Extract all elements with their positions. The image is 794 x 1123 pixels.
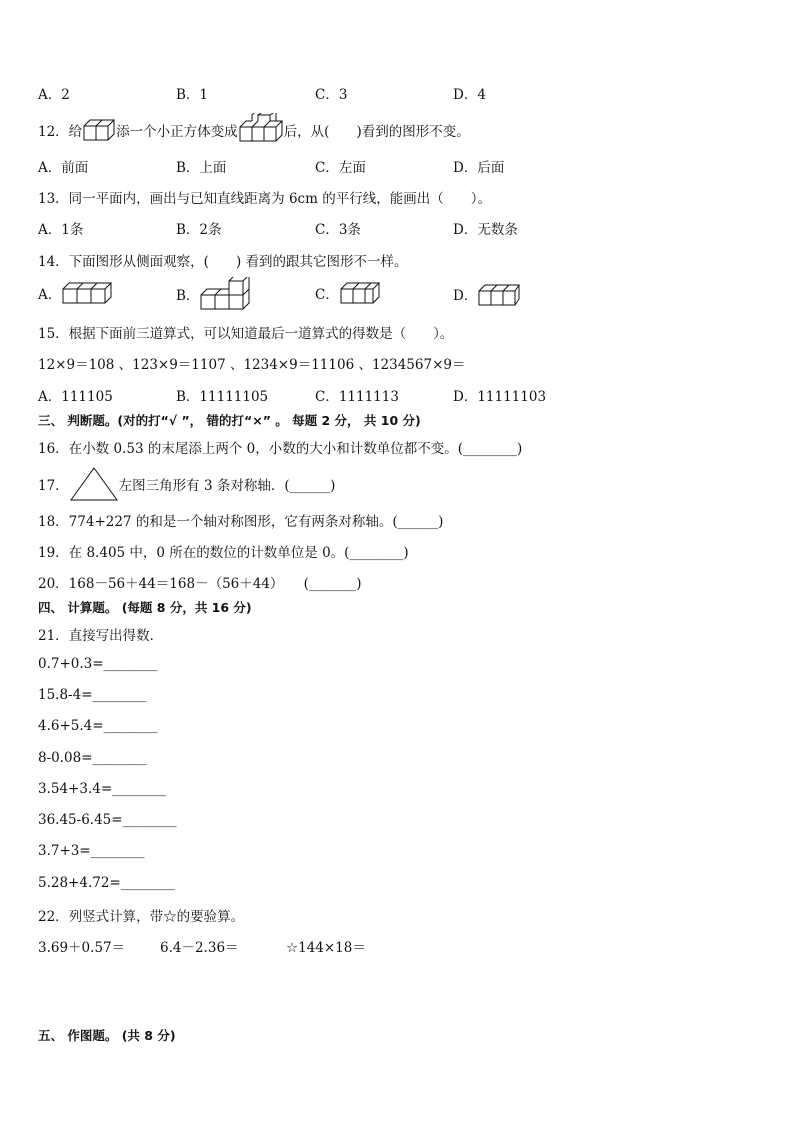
question-22-title: 22．列竖式计算，带☆的要验算。 (38, 909, 245, 925)
q15-option-b: B．11111105 (176, 389, 269, 405)
q12-option-a: A．前面 (38, 160, 89, 176)
section-5-heading: 五、 作图题。 (共 8 分) (38, 1028, 176, 1043)
q22-item-2: 6.4－2.36＝ (160, 940, 239, 956)
q14-option-b (176, 277, 251, 311)
question-16: 16．在小数 0.53 的末尾添上两个 0，小数的大小和计数单位都不变。(________) (38, 441, 523, 457)
q14-option-d (453, 281, 521, 307)
question-15: 15．根据下面前三道算式，可以知道最后一道算式的得数是（ ）。 (38, 326, 454, 342)
q12-option-c: C．左面 (315, 160, 366, 176)
q21-item: 36.45-6.45=________ (38, 812, 177, 828)
q21-item: 3.54+3.4=________ (38, 781, 167, 797)
q17-text: 左图三角形有 3 条对称轴．(______) (118, 478, 336, 494)
three-cube-figure-icon (238, 113, 284, 147)
question-12 (38, 113, 470, 147)
cube-stair-figure-b-icon (199, 277, 251, 311)
q13-option-c: C．3条 (315, 222, 361, 238)
question-17 (38, 466, 335, 502)
q15-option-d: D．11111103 (453, 389, 547, 405)
question-21-title: 21．直接写出得数． (38, 628, 164, 644)
q14-option-d-label: D． (453, 288, 478, 304)
q21-item: 15.8-4=________ (38, 687, 147, 703)
question-20: 20．168－56＋44＝168－（56＋44） (_______) (38, 576, 362, 592)
q13-option-b: B．2条 (176, 222, 222, 238)
q13-option-d: D．无数条 (453, 222, 518, 238)
question-18: 18．774+227 的和是一个轴对称图形，它有两条对称轴。(______) (38, 514, 444, 530)
q12-option-b: B．上面 (176, 160, 227, 176)
q13-option-a: A．1条 (38, 222, 84, 238)
q11-option-c: C．3 (315, 87, 348, 103)
question-14: 14．下面图形从侧面观察，( ) 看到的跟其它图形不一样。 (38, 254, 408, 270)
q21-item: 8-0.08=________ (38, 750, 147, 766)
section-3-heading: 三、 判断题。(对的打“√ ”， 错的打“×” 。 每题 2 分， 共 10 分) (38, 413, 421, 428)
q21-item: 0.7+0.3=________ (38, 656, 158, 672)
q12-option-d: D．后面 (453, 160, 505, 176)
cube-row-figure-d-icon (477, 281, 521, 307)
q14-option-c (315, 281, 383, 305)
q21-item: 4.6+5.4=________ (38, 718, 158, 734)
q14-option-a (38, 281, 113, 305)
question-19: 19．在 8.405 中，0 所在的数位的计数单位是 0。(________) (38, 545, 409, 561)
q21-item: 5.28+4.72=________ (38, 875, 175, 891)
cube-row-figure-a-icon (61, 281, 113, 305)
q22-item-1: 3.69＋0.57＝ (38, 940, 126, 956)
question-13: 13．同一平面内，画出与已知直线距离为 6cm 的平行线，能画出（ ）。 (38, 191, 491, 207)
cube-row-figure-c-icon (339, 281, 383, 305)
q14-option-a-label: A． (38, 287, 62, 303)
q15-formula: 12×9＝108 、123×9＝1107 、1234×9＝11106 、1234567×9＝ (38, 357, 466, 373)
q12-suffix: 后，从( )看到的图形不变。 (283, 124, 470, 140)
q12-mid: 添一个小正方体变成 (116, 124, 238, 140)
q15-option-c: C．1111113 (315, 389, 399, 405)
two-cube-figure-icon (82, 114, 116, 146)
q21-item: 3.7+3=________ (38, 843, 145, 859)
q14-option-c-label: C． (315, 287, 339, 303)
q15-option-a: A．111105 (38, 389, 113, 405)
q12-prefix: 12．给 (38, 124, 83, 140)
q11-option-a: A．2 (38, 87, 70, 103)
q17-prefix: 17． (38, 478, 69, 494)
section-4-heading: 四、 计算题。 (每题 8 分，共 16 分) (38, 600, 252, 615)
q11-option-d: D．4 (453, 87, 486, 103)
q11-option-b: B．1 (176, 87, 209, 103)
q22-item-3: ☆144×18＝ (286, 940, 366, 956)
triangle-figure-icon (69, 466, 119, 502)
q14-option-b-label: B． (176, 288, 200, 304)
